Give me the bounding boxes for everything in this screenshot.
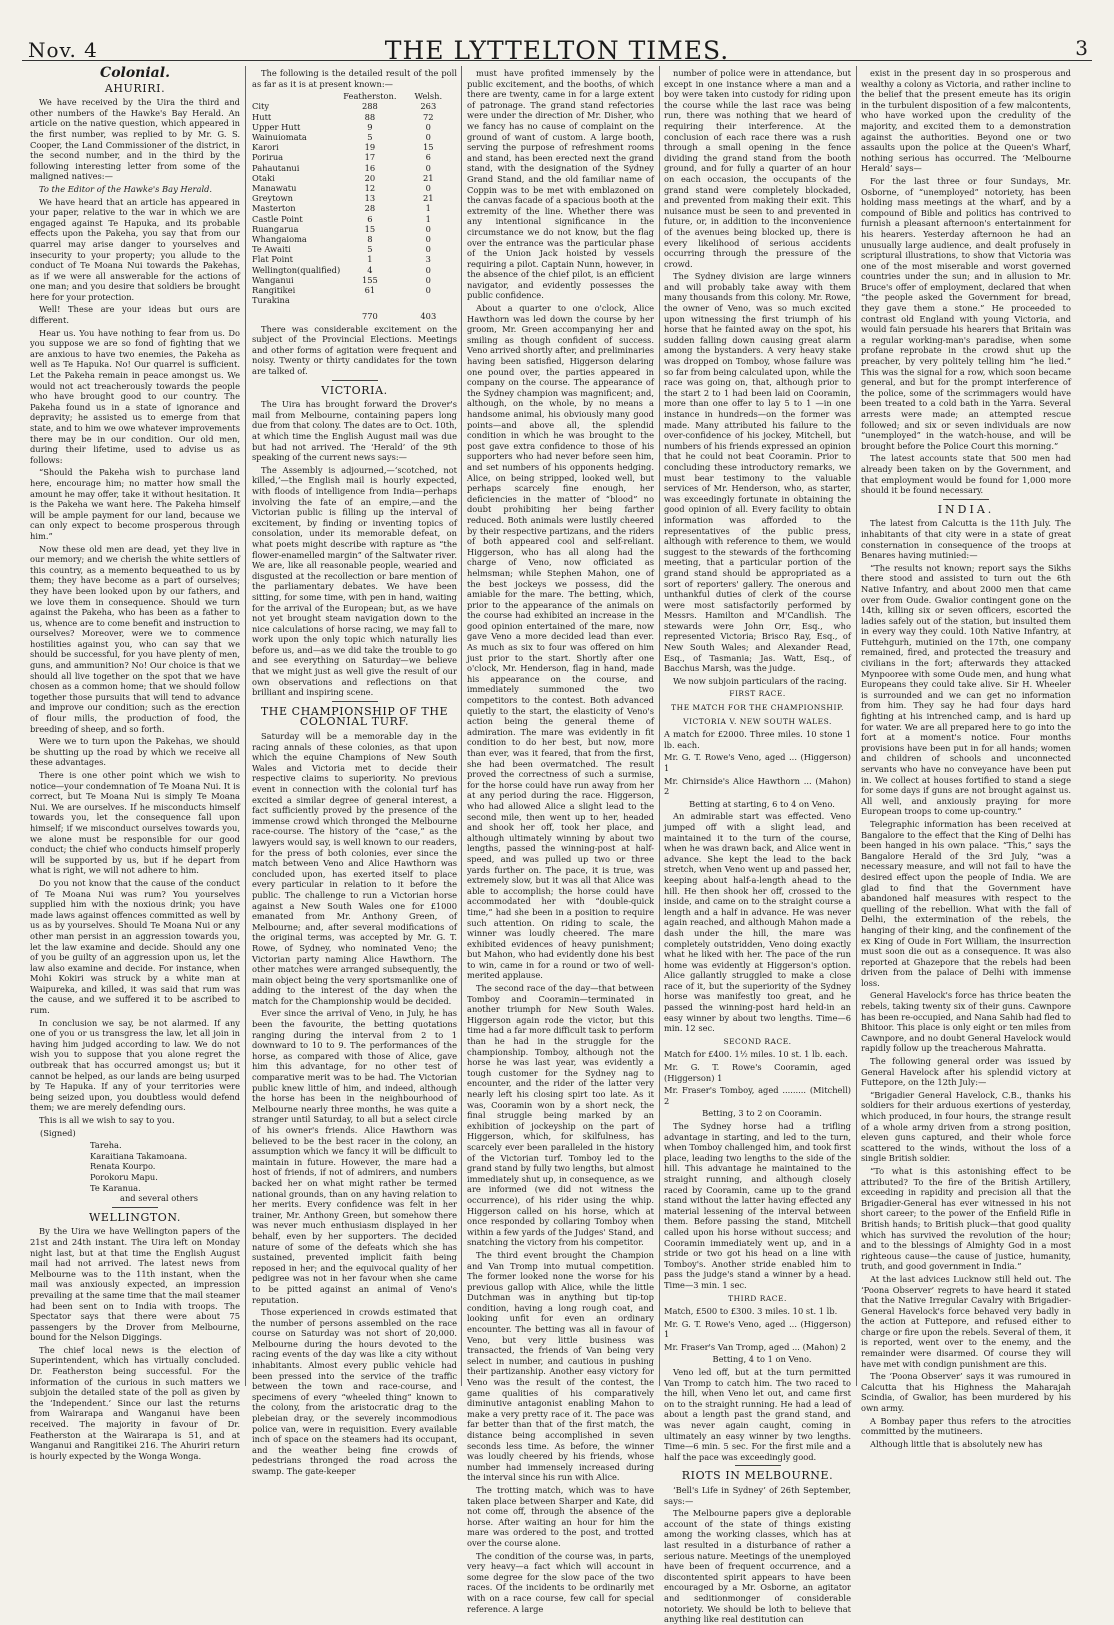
- poll-row: [252, 254, 457, 264]
- column-4: [664, 68, 851, 1625]
- poll-featherston: 16: [364, 162, 376, 173]
- signatory: Porokoru Mapu.: [90, 1171, 158, 1182]
- poll-header: [252, 91, 340, 101]
- signatory: Te Karanua.: [90, 1182, 141, 1193]
- signed-label: (Signed): [40, 1127, 76, 1138]
- poll-table: [252, 91, 457, 321]
- poll-welsh: 72: [423, 111, 434, 122]
- paragraph: About a quarter to one o'clock, Alice Hawthorn was led down the course by her groom, Mr. Green accompanying her and smiling as though confident of success. Veno arrived shortly after, and preliminaries having been satisfied, Higgerson delaring one pound over, the parties appeared in company on the course. The appearance of the Sydney champion was magnificent; and, although, on the whole, by no means a handsome animal, his obviously many good points—and above all, the splendid condition in which he was brought to the post gave extra confidence to those of his supporters who had never before seen him, and set numbers of his opponents hedging. Alice, on being stripped, looked well, but perhaps scarcely fine enough, her deficiencies in the matter of “blood” no doubt prohibiting her being farther reduced. Both animals were lustily cheered by their respective partizans, and the riders of both appeared cool and self-reliant. Higgerson, who has all along had the charge of Veno, now officiated as helmsman; while Stephen Mahon, one of the best jockeys we possess, did the amiable for the mare. The betting, which, prior to the appearance of the animals on the course had exhibited an increase in the good opinion entertained of the mare, now gave Veno a more decided lead than ever. As much as six to four was offered on him just prior to the start. Shortly after one o'clock, Mr. Henderson, flag in hand, made his appearance on the course, and immediately summoned the two competitors to the contest. Both advanced quietly to the start, the elasticity of Veno's action being the general theme of admiration. The mare was evidently in fit condition to do her best, but now, more than ever, was it feared, that from the first, she had been overmatched. The result proved the correctness of such a surmise, for the horse could have run away from her at any period during the race. Higgerson, who had allowed Alice a slight lead to the second mile, then went up to her, headed and shook her off, took her place, and although ultimately winning by about two lengths, passed the winning-post at half-speed, and was pulled up two or three yards further on. The pace, it is true, was extremely slow, but it was all that Alice was able to accomplish; the horse could have accommodated her with “double-quick time,” had she been in a position to require such attention. On riding to scale, the winner was loudly cheered. The mare exhibited evidences of heavy punishment; but Mahon, who had evidently done his best to win, came in for a round or two of well-merited applause.: [467, 303, 654, 981]
- paragraph: exist in the present day in so prosperous and wealthy a colony as Victoria, and rather incline to the belief that the present emeute has its origin in the turbulent disposition of a few malcontents, who have worked upon the credulity of the majority, and excited them to a demonstration against the authorities. Beyond one or two assaults upon the police at the Queen's Wharf, nothing serious has occurred. The ‘Melbourne Herald’ says—: [861, 68, 1071, 174]
- paragraph: The latest accounts state that 500 men had already been taken on by the Government, and that employment would be found for 1,000 more should it be found necessary.: [861, 453, 1071, 496]
- paragraph: “Should the Pakeha wish to purchase land here, encourage him; no matter how small the amount he may offer, take it without hesitation. It is the Pakeha we want here. The Pakeha himself will be ample payment for our land, because we can only expect to become prosperous through him.”: [30, 467, 240, 541]
- poll-total-label: [252, 305, 340, 321]
- column-1: [30, 65, 240, 1461]
- poll-row: [252, 203, 457, 213]
- column-rule: [461, 66, 462, 1386]
- poll-row: [252, 285, 457, 295]
- poll-featherston: 20: [364, 172, 376, 183]
- paragraph: Were we to turn upon the Pakehas, we should be shutting up the road by which we receive all these advantages.: [30, 736, 240, 768]
- divider: [332, 701, 378, 702]
- paragraph: must have profited immensely by the public excitement, and the booths, of which there are twenty, came in for a large extent of patronage. The grand stand refectories were under the direction of Mr. Disher, who we fancy has no cause of complaint on the ground of want of custom. A large booth, serving the purpose of refreshment rooms and stand, has been erected next the grand stand, with the designation of the Sydney Grand Stand, and the old familiar name of Coppin was to be met with emblazoned on the canvas facade of a spacious booth at the extremity of the line. Whether there was any intentional significance in the circumstance we do not know, but the flag over the entrance was the particular phase of the Union Jack hoisted by vessels requiring a pilot. Captain Nunn, however, in the absence of the chief pilot, is an efficient navigator, and evidently possesses the public confidence.: [467, 68, 654, 301]
- poll-featherston: 13: [364, 193, 376, 204]
- paragraph: The Melbourne papers give a deplorable account of the state of things existing among the working classes, which has at last resulted in a disturbance of rather a serious nature. Meetings of the unemployed have been of frequent occurrence, and a discontented spirit appears to have been encouraged by a Mr. Osborne, an agitator and seditionmonger of considerable notoriety. We should be loth to believe that anything like real destitution can: [664, 1508, 851, 1625]
- paragraph: Veno led off, but at the turn permitted Van Tromp to catch him. The two raced to the hill, when Veno let out, and came first on to the straight running. He had a lead of about a length past the grand stand, and was never again caught, coming in ultimately an easy winner by two lengths. Time—6 min. 5 sec. For the first mile and a half the pace was exceedingly good.: [664, 1367, 851, 1462]
- paragraph: The trotting match, which was to have taken place between Sharper and Kate, did not come off, through the absence of the horse. After waiting an hour for him the mare was ordered to the post, and trotted over the course alone.: [467, 1484, 654, 1548]
- paragraph: At the last advices Lucknow still held out. The ‘Poona Observer’ regrets to have heard it stated that the Native Irregular Cavalry with Brigadier-General Havelock's force behaved very badly in the action at Futtepore, and refused either to charge or fire upon the rebels. Several of them, it is reported, went over to the enemy, and the remainder were disarmed. Of course they will have met with condign punishment are this.: [861, 1273, 1071, 1369]
- poll-welsh: 1: [425, 213, 431, 224]
- paragraph: The third event brought the Champion and Van Tromp into mutual competition. The former looked none the worse for his previous gallop with Alice, while the little Dutchman was in anything but tip-top condition, having a long rough coat, and looking unfit for even an ordinary encounter. The betting was all in favour of Veno, but very little business was transacted, the friends of Van being very select in number, and cautious in pushing their partizanship. Another easy victory for Veno was the result of the contest, the game qualities of his comparatively diminutive antagonist enabling Mahon to make a very pretty race of it. The pace was far better than that of the first match, the distance being accomplished in seven seconds less time. As before, the winner was loudly cheered by his friends, whose number had immensely increased during the interval since his run with Alice.: [467, 1249, 654, 1483]
- paragraph: number of police were in attendance, but except in one instance where a man and a boy were taken into custody for riding upon the course while the last race was being run, there was nothing that we heard of requiring their interference. At the conclusion of each race there was a rush through a small opening in the fence dividing the grand stand from the booth ground, and for fully a quarter of an hour on each occasion, the occupants of the grand stand were completely blockaded, and prevented from making their exit. This nuisance must be seen to and prevented in future, or, in addition to the inconvenience of the avenues being blocked up, there is every likelihood of serious accidents occurring through the pressure of the crowd.: [664, 68, 851, 269]
- first-race-title: THE MATCH FOR THE CHAMPIONSHIP.: [671, 703, 844, 713]
- poll-featherston: 15: [364, 223, 376, 234]
- poll-district: Ruangarua: [252, 223, 299, 234]
- poll-featherston: 8: [367, 234, 373, 245]
- poll-featherston: 12: [364, 183, 376, 194]
- paragraph: We have heard that an article has appeared in your paper, relative to the war in which we are engaged against Te Hapuka, and its probable effects upon the Pakeha, you say that from our quarrel may arise danger to yourselves and insecurity to your property; you allude to the conduct of Te Moana Nui towards the Pakehas, as if we were all answerable for the actions of one man; and you desire that soldiers be brought here for your protection.: [30, 196, 240, 302]
- signatory: Renata Kourpo.: [90, 1161, 156, 1172]
- poll-row: [252, 173, 457, 183]
- poll-district: Turakina: [252, 295, 290, 306]
- poll-row: [252, 163, 457, 173]
- poll-featherston: 6: [367, 213, 373, 224]
- poll-row: [252, 214, 457, 224]
- poll-featherston: 61: [364, 285, 376, 296]
- race-entry: Mr. Fraser's Tomboy, aged ......... (Mitchell) 2: [664, 1085, 851, 1106]
- heading-second-race: SECOND RACE.: [723, 1036, 792, 1046]
- poll-row: [252, 224, 457, 234]
- paragraph: Although little that is absolutely new has: [870, 1438, 1043, 1449]
- poll-total-welsh: 403: [420, 311, 437, 322]
- poll-welsh: 21: [423, 172, 434, 183]
- column-3: [467, 68, 654, 1614]
- heading-ahuriri: AHURIRI.: [104, 81, 166, 95]
- signatory: Karaitiana Takamoana.: [90, 1150, 188, 1161]
- masthead: [22, 8, 1092, 65]
- poll-district: Wanganui: [252, 274, 294, 285]
- poll-header: Welsh.: [414, 91, 443, 102]
- paragraph: Saturday will be a memorable day in the racing annals of these colonies, as that upon which the equine Champions of New South Wales and Victoria met to decide their respective claims to superiority. No previous event in connection with the colonial turf has excited a similar degree of general interest, a fact sufficiently proved by the presence of the immense crowd which thronged the Melbourne race-course. The history of the “case,” as the lawyers would say, is well known to our readers, for the press of both colonies, ever since the match between Veno and Alice Hawthorn was concluded upon, has exerted itself to place every particular in relation to it before the public. The challenge to run a Victorian horse against a New South Wales one for £1000 emanated from Mr. Anthony Green, of Melbourne; and, after several modifications of the original terms, was accepted by Mr. G. T. Rowe, of Sydney, who nominated Veno; the Victorian party naming Alice Hawthorn. The other matches were arranged subsequently, the main object being the very sportsmanlike one of adding to the interest of the day when the match for the Championship would be decided.: [252, 731, 457, 1006]
- paragraph: Those experienced in crowds estimated that the number of persons assembled on the race course on Saturday was not short of 20,000. Melbourne during the hours devoted to the racing events of the day was like a city without inhabitants. Almost every public vehicle had been pressed into the service of the traffic between the town and race-course, and specimens of every “wheeled thing” known to the colony, from the aristocratic drag to the plebeian dray, or the severely incommodious police van, were in requisition. Every available inch of space on the steamers had its occupant, and the weather being fine crowds of pedestrians thronged the road across the swamp. The gate-keeper: [252, 1307, 457, 1476]
- paragraph: The second race of the day—that between Tomboy and Cooramin—terminated in another triumph for New South Wales. Higgerson again rode the victor, but this time had a far more difficult task to perform than he had in the struggle for the championship. Tomboy, although not the horse he was last year, was evidently a tough customer for the Sydney nag to encounter, and the rider of the latter very nearly left his closing spirt too late. As it was, Cooramin won by a short neck, the final struggle being marked by an exhibition of jockeyship on the part of Higgerson, which, for skilfulness, has scarcely ever been paralleled in the history of the Victorian turf. Tomboy led to the grand stand by fully two lengths, but almost immediately shut up, in consequence, as we are informed (we did not witness the occurrence), of his rider using the whip. Higgerson called on his horse, which at once responded by collaring Tomboy when within a few yards of the Judges' Stand, and snatching the victory from his competitor.: [467, 983, 654, 1248]
- first-race-subtitle: VICTORIA V. NEW SOUTH WALES.: [683, 716, 832, 726]
- poll-row: [252, 265, 457, 275]
- poll-district: Upper Hutt: [252, 121, 301, 132]
- poll-featherston: [340, 295, 399, 305]
- poll-featherston: 19: [364, 142, 376, 153]
- poll-row: [252, 275, 457, 285]
- paragraph: Hear us. You have nothing to fear from us. Do you suppose we are so fond of fighting that we are anxious to have two enemies, the Pakeha as well as Te Hapuka. No! Our quarrel is sufficient. Let the Pakeha remain in peace amongst us. We would not act treacherously towards the people who have brought good to our country. The Pakeha found us in a state of ignorance and depravity; he assisted us to emerge from that state, and to him we owe whatever improvements there may be in our condition. Our old men, during their lifetime, used to advise us as follows:: [30, 327, 240, 465]
- poll-welsh: 0: [425, 121, 431, 132]
- poll-district: Karori: [252, 142, 279, 153]
- paragraph: Ever since the arrival of Veno, in July, he has been the favourite, the betting quotations ranging during the interval from 2 to 1 downward to 10 to 9. The performances of the horse, as compared with those of Alice, gave him this advantage, for no other test of comparative merit was to be had. The Victorian public knew little of him, and indeed, although the horse has been in the neighbourhood of Melbourne nearly three months, he was quite a stranger until Saturday, to all but a select circle of his owner's friends. Alice Hawthorn was believed to be the best racer in the colony, an assumption which we fancy it will be difficult to maintain in future. However, the mare had a host of friends, if not of admirers, and numbers backed her on what might rather be termed national grounds, than on any having relation to her merits. Every confidence was felt in her trainer, Mr. Anthony Green, but somehow there was never much enthusiasm displayed in her behalf, even by her supporters. The decided nature of some of the defeats which she has sustained, prevented implicit faith being reposed in her; and the equivocal quality of her pedigree was not in her favour when she came to be pitted against an animal of Veno's reputation.: [252, 1008, 457, 1305]
- heading-third-race: THIRD RACE.: [728, 1293, 787, 1303]
- heading-india: INDIA.: [937, 502, 995, 516]
- poll-district: Greytown: [252, 193, 293, 204]
- paragraph: An admirable start was effected. Veno jumped off with a slight lead, and maintained it to the turn of the course, when he was drawn back, and Alice went in advance. She kept the lead to the back stretch, when Veno went up and passed her, keeping about half-a-length ahead to the hill. He then shook her off, crossed to the inside, and came on to the straight course a length and a half in advance. He was never again reached, and although Mahon made a dash under the hill, the mare was completely outstridden, Veno doing exactly what he liked with her. The pace of the run home was evidently at Higgerson's option. Alice gallantly struggled to make a close race of it, but the superiority of the Sydney horse was manifestly too great, and he passed the winning-post hard held-in an easy winner by about two lengths. Time—6 min. 12 sec.: [664, 811, 851, 1034]
- race-entry: Mr. Chirnside's Alice Hawthorn ... (Mahon) 2: [664, 775, 851, 797]
- poll-row: [252, 101, 457, 111]
- poll-welsh: 0: [425, 274, 431, 285]
- poll-district: City: [252, 101, 270, 112]
- race-terms: Match, £500 to £300. 3 miles. 10 st. 1 lb.: [664, 1306, 838, 1317]
- poll-district: Flat Point: [252, 254, 293, 265]
- heading-championship: THE CHAMPIONSHIP OF THE COLONIAL TURF.: [260, 704, 449, 729]
- poll-header-row: [252, 91, 457, 101]
- paragraph: The condition of the course was, in parts, very heavy—a fact which will account in some degree for the slow pace of the two races. Of the incidents to be ordinarily met with on a race course, few call for special reference. A large: [467, 1550, 654, 1614]
- paragraph: This is all we wish to say to you.: [39, 1115, 175, 1125]
- divider: [332, 380, 378, 381]
- poll-district: Pahautanui: [252, 162, 300, 173]
- poll-welsh: 0: [425, 285, 431, 296]
- paragraph: There is one other point which we wish to notice—your condemnation of Te Moana Nui. It is correct, but Te Moana Nui is simply Te Moana Nui. We are ourselves. If he misconducts himself towards you, let the consequence fall upon himself; if we misconduct ourselves towards you, we alone must be responsible for our good conduct; the chief who conducts himself properly will be supported by us, but if he depart from what is right, we will not adhere to him.: [30, 770, 240, 876]
- poll-welsh: 1: [425, 203, 431, 214]
- paragraph: We have received by the Uira the third and other numbers of the Hawke's Bay Herald. An article on the native question, which appeared in the first number, was replied to by Mr. G. S. Cooper, the Land Commissioner of the district, in the second number, and in the third by the following interesting letter from some of the maligned natives:—: [30, 97, 240, 182]
- paragraph: In conclusion we say, be not alarmed. If any one of you or us transgress the law, let all join in having him judged according to law. We do not wish you to suppose that you alone regret the outbreak that has occurred amongst us; but it cannot be helped, as our lands are being usurped by Te Hapuka. If any of your territories were being seized upon, you doubtless would defend them; we are merely defending ours.: [30, 1017, 240, 1113]
- paragraph: We now subjoin particulars of the racing.: [673, 675, 847, 686]
- poll-featherston: 5: [367, 244, 373, 255]
- poll-row: [252, 122, 457, 132]
- paragraph: The chief local news is the election of Superintendent, which has virtually concluded. Dr. Featherston being successful. For the information of the curious in such matters we subjoin the detailed state of the poll as given by the ‘Independent.’ Since our last the returns from Wairarapa and Wanganui have been received. The majority in favour of Dr. Featherston at the Wairarapa is 51, and at Wanganui and Rangitikei 216. The Ahuriri return is hourly expected by the Wonga Wonga.: [30, 1344, 240, 1461]
- paragraph: General Havelock's force has thrice beaten the rebels, taking twenty six of their guns. Cawnpore has been re-occupied, and Nana Sahib had fled to Bhitoor. This place is only eight or ten miles from Cawnpore, and no doubt General Havelock would rapidly follow up the treacherous Mahratta.: [861, 990, 1071, 1054]
- poll-district: Otaki: [252, 172, 275, 183]
- poll-welsh: 0: [425, 223, 431, 234]
- poll-district: Wainuiomata: [252, 132, 307, 142]
- poll-row: [252, 234, 457, 244]
- poll-featherston: 28: [364, 203, 376, 214]
- paragraph: The Sydney division are large winners and will probably take away with them many thousands from this colony. Mr. Rowe, the owner of Veno, was so much excited upon witnessing the first triumph of his horse that he fainted away on the spot, his sudden falling down causing great alarm among the bystanders. A very heavy stake was dropped on Tomboy, whose failure was so far from being calculated upon, while the race was going on, that, although prior to the start 2 to 1 had been laid on Cooramin, more than one offer to lay 5 to 1 —in one instance in hundreds—on the former was made. Many attributed his failure to the over-confidence of his jockey, Mitchell, but numbers of his friends expressed an opinion that he could not beat Cooramin. Prior to concluding these introductory remarks, we must bear testimony to the valuable services of Mr. Henderson, who, as starter, was exceedingly fortunate in obtaining the good opinion of all. Every facility to obtain information was afforded to the representatives of the public press, although with reference to them, we would suggest to the stewards of the forthcoming meeting, that a particular portion of the grand stand should be appropriated as a sort of reporters' gallery. The onerous and unthankful duties of clerk of the course were most satisfactorily performed by Messrs. Hamilton and M'Candlish. The stewards were John Orr, Esq., who represented Victoria; Brisco Ray, Esq., of New South Wales; and Alexander Read, Esq., of Tasmania; Jas. Watt, Esq., of Bacchus Marsh, was the judge.: [664, 271, 851, 674]
- paragraph: “The results not known; report says the Sikhs there stood and assisted to turn out the 6th Native Infantry, and about 2000 men that came over from Oude. Gwalior contingent gone on the 14th, killing six or seven officers, escorted the ladies safely out of the station, but insulted them in every way they could. 10th Native Infantry, at Futtehgurh, mutinied on the 17th, one company remained, fired, and protected the treasury and civilians in the fort; afterwards they attacked Mynpooree with some Oude men, and hung what Europeans they could take alive. Sir H. Wheeler is surrounded and we can get no information from him. They say he had four days hard fighting at his intrenched camp, and is hard up for water. We are all prepared here to go into the fort at a moment's notice. Four months provisions have been put in for all hands; women and children of schools and unconnected servants who have no conveyance have been put in. We collect at houses fortified to stand a siege for some days if guns are not brought against us. All well, and anxiously praying for more European troops to come up-country.”: [861, 562, 1071, 817]
- poll-featherston: 4: [367, 264, 373, 275]
- poll-featherston: 88: [364, 111, 376, 122]
- column-2: [252, 68, 458, 1476]
- heading-wellington: WELLINGTON.: [88, 1210, 182, 1224]
- poll-row: [252, 142, 457, 152]
- poll-district: Castle Point: [252, 213, 303, 224]
- poll-featherston: 5: [367, 132, 373, 142]
- poll-featherston: 17: [364, 152, 376, 163]
- paragraph: “To what is this astonishing effect to be attributed? To the fire of the British Artillery, exceeding in rapidity and precision all that the Brigadier-General has ever witnessed in his not short career; to the power of the Enfield Rifle in British hands; to British pluck—that good quality which has survived the revolution of the hour; and to the blessings of Almighty God in a most righteous cause—the cause of justice, humanity, truth, and good government in India.”: [861, 1165, 1071, 1272]
- newspaper-title: THE LYTTELTON TIMES.: [384, 36, 730, 65]
- letter-salutation: To the Editor of the Hawke's Bay Herald.: [39, 183, 213, 194]
- poll-featherston: 288: [361, 101, 378, 112]
- poll-row: [252, 295, 457, 305]
- section-heading-colonial: Colonial.: [100, 65, 170, 81]
- poll-district: Porirua: [252, 152, 284, 163]
- poll-featherston: 155: [361, 274, 378, 285]
- poll-district: Te Awaiti: [252, 244, 291, 255]
- poll-welsh: 0: [425, 162, 431, 173]
- poll-welsh: 21: [423, 193, 434, 204]
- paragraph: The Uira has brought forward the Drover's mail from Melbourne, containing papers long due from that colony. The dates are to Oct. 10th, at which time the English August mail was due but had not arrived. The ‘Herald’ of the 9th speaking of the current news says:—: [252, 399, 458, 463]
- race-entry: Mr. G. T. Rowe's Cooramin, aged (Higgerson) 1: [664, 1062, 851, 1083]
- poll-district: Rangitikei: [252, 285, 296, 296]
- heading-first-race: FIRST RACE.: [729, 689, 786, 699]
- race-betting: Betting at starting, 6 to 4 on Veno.: [689, 798, 835, 809]
- poll-header: Featherston.: [343, 91, 397, 102]
- paragraph: The Sydney horse had a trifling advantage in starting, and led to the turn, when Tomboy challenged him, and took first place, leading two lengths to the side of the hill. This advantage he maintained to the straight running, and although closely raced by Cooramin, came up to the grand stand without the latter having effected any material lessening of the interval between them. Before passing the stand, Mitchell called upon his horse without success; and Cooramin immediately went up, and in a stride or two got his head on a line with Tomboy's. Another stride enabled him to pass the judge's stand a winner by a head. Time—3 min. 1 sec.: [664, 1121, 851, 1290]
- poll-row: [252, 152, 457, 162]
- paragraph: “Brigadier General Havelock, C.B., thanks his soldiers for their arduous exertions of yesterday, which produced, in four hours, the strange result of a whole army driven from a strong position, eleven guns captured, and their whole force scattered to the winds, without the loss of a single British soldier.: [861, 1089, 1071, 1164]
- race-entry: Mr. G. T. Rowe's Veno, aged ... (Higgerson) 1: [664, 752, 851, 773]
- paragraph: The latest from Calcutta is the 11th July. The inhabitants of that city were in a state of great consternation in consequence of the troops at Benares having mutinied:—: [861, 518, 1071, 561]
- paragraph: The following is the detailed result of the poll as far as it is at present known:—: [252, 68, 457, 89]
- poll-row: [252, 244, 457, 254]
- poll-welsh: 3: [425, 254, 431, 265]
- divider: [735, 1465, 781, 1466]
- heading-victoria: VICTORIA.: [321, 383, 388, 397]
- column-rule: [856, 66, 857, 1386]
- paragraph: By the Uira we have Wellington papers of the 21st and 24th instant. The Uira left on Monday night last, but at that time the English August mail had not arrived. The latest news from Melbourne was to the 11th instant, when the mail was anxiously expected, an impression prevailing at the same time that the mail steamer had been sent on to India with troops. The Spectator says that there were about 75 passengers by the Drover from Melbourne, bound for the Nelson Diggings.: [30, 1226, 240, 1343]
- masthead-rule: [22, 60, 1092, 61]
- race-terms: A match for £2000. Three miles. 10 stone 1 lb. each.: [664, 729, 851, 750]
- paragraph: A Bombay paper thus refers to the atrocities committed by the mutineers.: [861, 1415, 1071, 1437]
- poll-welsh: [400, 295, 457, 305]
- paragraph: Do you not know that the cause of the conduct of Te Moana Nui was rum? You yourselves supplied him with the noxious drink; you have made laws against offences committed as well by us as by yourselves. Should Te Moana Nui or any other man persist in an aggression towards you, let the law examine and decide. Should any one of you be guilty of an aggression upon us, let the law also examine and decide. For instance, when Mohi Kokiri was struck by a white man at Waipureka, and killed, it was said that rum was the cause, and we suffered it to be ascribed to rum.: [30, 877, 240, 1016]
- poll-welsh: 15: [423, 142, 434, 153]
- poll-row: [252, 112, 457, 122]
- poll-welsh: 0: [425, 183, 431, 194]
- divider: [943, 499, 989, 500]
- issue-date: Nov. 4: [28, 38, 98, 62]
- poll-district: Masterton: [252, 203, 296, 214]
- paragraph: For the last three or four Sundays, Mr. Osborne, of “unemployed” notoriety, has been holding mass meetings at the wharf, and by a compound of Bible and politics has contrived to furnish a pleasant afternoon's entertainment for his hearers. Yesterday afternoon he had an unusually large audience, and dealt profusely in scriptural illustrations, to show that Victoria was one of the most miserable and worst governed countries under the sun; and in allusion to Mr. Bruce's offer of employment, declared that when “the people asked the Government for bread, they gave them a stone.” He proceeded to contrast old England with young Victoria, and would fain persuade his hearers that Britain was a regular working-man's paradise, when some profane reprobate in the crowd shut up the preacher, by very politely telling him “he lied.” This was the signal for a row, which soon became general, and but for the prompt interference of the police, some of the scrimmagers would have been treated to a cold bath in the Yarra. Several arrests were made; an attempted rescue followed; and six or seven individuals are now “unemployed” in the watch-house, and will be brought before the Police Court this morning.”: [861, 175, 1071, 451]
- poll-welsh: 6: [425, 152, 431, 163]
- race-betting: Betting, 3 to 2 on Cooramin.: [702, 1108, 822, 1119]
- poll-district: Hutt: [252, 111, 272, 122]
- paragraph: ‘Bell's Life in Sydney’ of 26th September, says:—: [664, 1485, 851, 1506]
- poll-welsh: 0: [425, 234, 431, 245]
- divider: [112, 1207, 158, 1208]
- page-number: 3: [1075, 36, 1088, 60]
- paragraph: The ‘Poona Observer’ says it was rumoured in Calcutta that his Highness the Maharajah Scindia, of Gwalior, has been murdered by his own army.: [861, 1371, 1071, 1414]
- poll-welsh: 0: [425, 244, 431, 255]
- race-entry: Mr. G. T. Rowe's Veno, aged ... (Higgerson) 1: [664, 1318, 851, 1340]
- poll-district: Manawatu: [252, 183, 297, 194]
- poll-district: Wellington(qualified): [252, 264, 341, 275]
- poll-total-featherston: 770: [361, 311, 378, 322]
- poll-district: Whangaioma: [252, 234, 307, 245]
- race-terms: Match for £400. 1½ miles. 10 st. 1 lb. each.: [664, 1049, 848, 1060]
- paragraph: Now these old men are dead, yet they live in our memory; and we cherish the white settlers of this country, as a memento bequeathed to us by them; they have become as a part of ourselves; they have been looked upon by our fathers, and we love them in consequence. Should we turn against the Pakeha, who has been as a father to us, whence are to come benefit and instruction to ourselves? Moreover, were we to commence hostilities against you, who can say that we should be successful, for you have plenty of men, guns, and ammunition? No! Our choice is that we should all live together on the spot that we have chosen as a common home; that we should follow together those pursuits that will tend to advance and improve our condition; such as the erection of flour mills, the production of food, the breeding of sheep, and so forth.: [30, 543, 240, 734]
- paragraph: Telegraphic information has been received at Bangalore to the effect that the King of Delhi has been hanged in his own palace. “This,” says the Bangalore Herald of the 3rd July, “was a necessary measure, and will not fail to have the desired effect upon the people of India. We are glad to find that the Government have abandoned half measures with respect to the quelling of the rebellion. What with the fall of Delhi, the extermination of the rebels, the hanging of their king, and the confinement of the ex King of Oude in Fort William, the insurrection must soon die out as a consequence. It was also reported at Ghazepore that the rebels had been driven from the palace of Delhi with immense loss.: [861, 818, 1071, 988]
- signatory: and several others: [120, 1193, 199, 1204]
- column-5: [861, 68, 1071, 1449]
- race-entry: Mr. Fraser's Van Tromp, aged ... (Mahon) 2: [664, 1341, 847, 1352]
- poll-welsh: 0: [425, 264, 431, 275]
- signatory: Tareha.: [90, 1140, 122, 1151]
- column-rule: [245, 66, 246, 1386]
- poll-featherston: 9: [367, 121, 373, 132]
- poll-featherston: 1: [367, 254, 373, 265]
- heading-riots: RIOTS IN MELBOURNE.: [681, 1469, 834, 1483]
- poll-total-row: [252, 305, 457, 321]
- poll-welsh: 0: [425, 132, 431, 142]
- paragraph: The Assembly is adjourned,—‘scotched, not killed,’—the English mail is hourly expected, with floods of intelligence from India—perhaps involving the fate of an empire,—and the Victorian public is filling up the interval of excitement, by finding or inventing topics of consolation, under its memorable defeat, on what poets might describe with rapture as “the flower-enamelled margin” of the Saltwater river. We are, like all reasonable people, wearied and disgusted at the recollection or bare mention of the parliamentary debates. We have been sitting, for some time, with pen in hand, waiting for the arrival of the European; but, as we have not yet brought steam navigation down to the nice calculations of horse racing, we may fall to work upon the only topic which naturally lies before us, and—as we did take the trouble to go and see everything on Saturday—we believe that we might just as well give the result of our own observations and reflections on that brilliant and inspiring scene.: [252, 464, 457, 698]
- paragraph: There was considerable excitement on the subject of the Provincial Elections. Meetings and other forms of agitation were frequent and noisy. Twenty or thirty candidates for the town are talked of.: [252, 323, 457, 377]
- poll-row: [252, 132, 457, 142]
- poll-row: [252, 193, 457, 203]
- paragraph: Well! These are your ideas but ours are different.: [30, 304, 240, 326]
- paragraph: The following general order was issued by General Havelock after his splendid victory at Futtepore, on the 12th July:—: [861, 1056, 1071, 1088]
- race-betting: Betting, 4 to 1 on Veno.: [712, 1354, 812, 1365]
- poll-welsh: 263: [420, 101, 437, 112]
- column-rule: [659, 66, 660, 1386]
- poll-row: [252, 183, 457, 193]
